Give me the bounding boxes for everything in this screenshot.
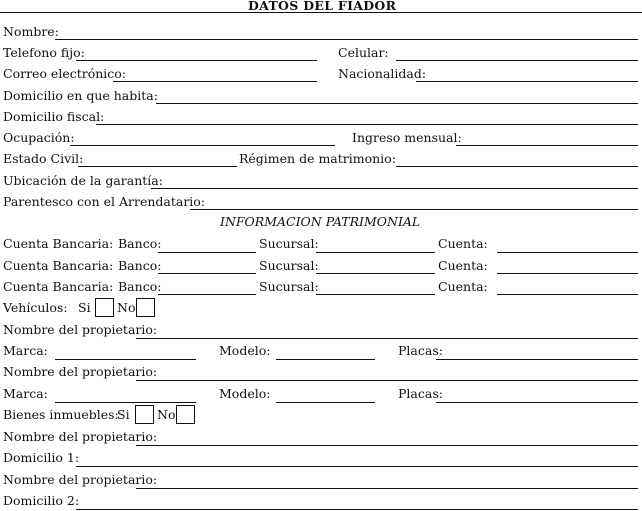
vehiculos-si-checkbox[interactable] [95, 298, 114, 317]
propietario-field[interactable] [136, 488, 638, 489]
marca-label: Marca: [3, 343, 48, 358]
placas-field[interactable] [436, 402, 638, 403]
cuenta-bancaria-label: Cuenta Bancaria: [3, 279, 114, 294]
title-divider [0, 12, 642, 13]
sucursal-field[interactable] [316, 252, 435, 253]
banco-label: Banco: [118, 236, 162, 251]
banco-label: Banco: [118, 258, 162, 273]
sucursal-label: Sucursal: [259, 258, 319, 273]
regimen-label: Régimen de matrimonio: [239, 151, 396, 166]
marca-field[interactable] [55, 359, 196, 360]
ocupacion-label: Ocupación: [3, 130, 75, 145]
placas-label: Placas: [398, 343, 443, 358]
marca-field[interactable] [55, 402, 196, 403]
bienes-no-label: No [157, 407, 176, 422]
propietario-field[interactable] [136, 338, 638, 339]
propietario-field[interactable] [136, 445, 638, 446]
correo-label: Correo electrónico: [3, 66, 127, 81]
domicilio-habita-label: Domicilio en que habita: [3, 88, 158, 103]
bienes-inmuebles-label: Bienes inmuebles: [3, 407, 119, 422]
cuenta-field[interactable] [497, 273, 638, 274]
marca-label: Marca: [3, 386, 48, 401]
telefono-fijo-field[interactable] [76, 60, 317, 61]
section-heading: INFORMACION PATRIMONIAL [220, 214, 421, 229]
banco-field[interactable] [158, 273, 256, 274]
nacionalidad-field[interactable] [416, 81, 638, 82]
propietario-field[interactable] [136, 380, 638, 381]
modelo-label: Modelo: [219, 386, 271, 401]
propietario-label: Nombre del propietario: [3, 429, 158, 444]
nombre-label: Nombre: [3, 24, 59, 39]
propietario-label: Nombre del propietario: [3, 472, 158, 487]
sucursal-field[interactable] [316, 294, 435, 295]
bienes-no-checkbox[interactable] [176, 405, 195, 424]
vehiculos-label: Vehículos: [3, 300, 68, 315]
parentesco-field[interactable] [190, 209, 638, 210]
vehiculos-si-label: Si [78, 300, 91, 315]
estado-civil-field[interactable] [78, 166, 237, 167]
bienes-si-label: Si [117, 407, 130, 422]
domicilio-2-field[interactable] [76, 509, 638, 510]
nombre-field[interactable] [55, 39, 638, 40]
cuenta-bancaria-label: Cuenta Bancaria: [3, 258, 114, 273]
cuenta-field[interactable] [497, 252, 638, 253]
sucursal-label: Sucursal: [259, 236, 319, 251]
cuenta-bancaria-label: Cuenta Bancaria: [3, 236, 114, 251]
banco-field[interactable] [158, 294, 256, 295]
ingreso-mensual-field[interactable] [456, 145, 638, 146]
banco-field[interactable] [158, 252, 256, 253]
cuenta-field[interactable] [497, 294, 638, 295]
ocupacion-field[interactable] [70, 145, 335, 146]
celular-label: Celular: [338, 45, 389, 60]
ingreso-mensual-label: Ingreso mensual: [352, 130, 462, 145]
cuenta-label: Cuenta: [438, 279, 488, 294]
ubicacion-garantia-field[interactable] [151, 188, 638, 189]
domicilio-fiscal-label: Domicilio fiscal: [3, 109, 105, 124]
modelo-field[interactable] [276, 402, 375, 403]
propietario-label: Nombre del propietario: [3, 364, 158, 379]
vehiculos-no-label: No [117, 300, 136, 315]
vehiculos-no-checkbox[interactable] [136, 298, 155, 317]
estado-civil-label: Estado Civil: [3, 151, 84, 166]
telefono-fijo-label: Telefono fijo: [3, 45, 85, 60]
cuenta-label: Cuenta: [438, 258, 488, 273]
domicilio-fiscal-field[interactable] [96, 124, 638, 125]
modelo-label: Modelo: [219, 343, 271, 358]
bienes-si-checkbox[interactable] [135, 405, 154, 424]
placas-label: Placas: [398, 386, 443, 401]
domicilio-1-field[interactable] [76, 466, 638, 467]
propietario-label: Nombre del propietario: [3, 322, 158, 337]
domicilio-2-label: Domicilio 2: [3, 493, 80, 508]
nacionalidad-label: Nacionalidad: [338, 66, 427, 81]
ubicacion-garantia-label: Ubicación de la garantía: [3, 173, 163, 188]
placas-field[interactable] [436, 359, 638, 360]
parentesco-label: Parentesco con el Arrendatario: [3, 194, 206, 209]
form-title: DATOS DEL FIADOR [248, 0, 397, 13]
sucursal-field[interactable] [316, 273, 435, 274]
banco-label: Banco: [118, 279, 162, 294]
sucursal-label: Sucursal: [259, 279, 319, 294]
domicilio-habita-field[interactable] [156, 103, 638, 104]
cuenta-label: Cuenta: [438, 236, 488, 251]
regimen-field[interactable] [396, 166, 638, 167]
modelo-field[interactable] [276, 359, 375, 360]
domicilio-1-label: Domicilio 1: [3, 450, 80, 465]
celular-field[interactable] [396, 60, 638, 61]
correo-field[interactable] [113, 81, 317, 82]
